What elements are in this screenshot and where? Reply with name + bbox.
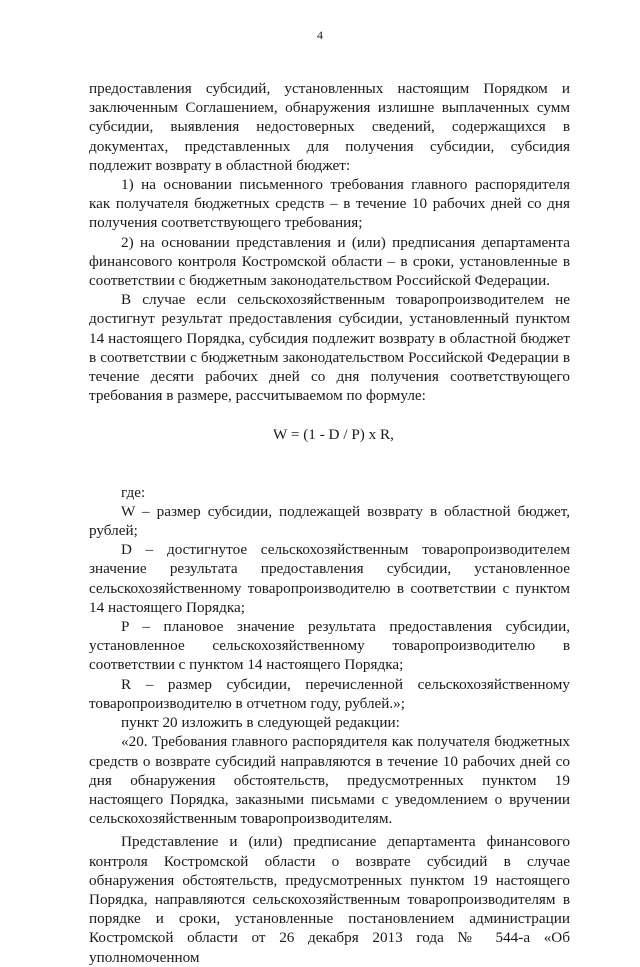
definition-d: D – достигнутое сельскохозяйственным товаропроизводителем значение результата предоставления субсидии, установленное сельскохозяйственному товаропроизводителю в соответствии с пунктом 14 настоящего Порядка; (89, 541, 570, 616)
paragraph-control-representation: Представление и (или) предписание департамента финансового контроля Костромской области о возврате субсидий в случае обнаружения обстоятельств, предусмотренных пунктом 19 настоящего Порядка, направляются сельскохозяйственным товаропроизводителям в порядке и сроки, установленные постановлением администрации Костромской области от 26 декабря 2013 года № 544-а «Об уполномоченном (89, 833, 570, 966)
page-number: 4 (317, 28, 323, 42)
paragraph-result-not-achieved: В случае если сельскохозяйственным товаропроизводителем не достигнут результат предоставления субсидии, установленный пунктом 14 настоящего Порядка, субсидия подлежит возврату в областной бюджет в соответствии с бюджетным законодательством Российской Федерации в течение десяти рабочих дней со дня получения соответствующего требования в размере, рассчитываемом по формуле: (89, 291, 570, 405)
paragraph-refund-conditions: предоставления субсидий, установленных настоящим Порядком и заключенным Соглашением, обнаружения излишне выплаченных сумм субсидии, выявления недостоверных сведений, содержащихся в документах, представленных для получения субсидии, субсидия подлежит возврату в областной бюджет: (89, 80, 570, 174)
definition-w: W – размер субсидии, подлежащей возврату в областной бюджет, рублей; (89, 502, 570, 540)
paragraph-item-2: 2) на основании представления и (или) предписания департамента финансового контроля Костромской области – в сроки, установленные в соответствии с бюджетным законодательством Российской Федерации. (89, 233, 570, 290)
definition-r: R – размер субсидии, перечисленной сельскохозяйственному товаропроизводителю в отчетном году, рублей.»; (89, 675, 570, 712)
refund-formula: W = (1 - D / P) x R, (273, 426, 394, 444)
document-body (89, 79, 570, 967)
paragraph-amend-point-20: пункт 20 изложить в следующей редакции: (121, 714, 400, 732)
paragraph-where: где: (121, 483, 146, 501)
paragraph-item-1: 1) на основании письменного требования главного распорядителя как получателя бюджетных средств – в течение 10 рабочих дней со дня получения соответствующего требования; (89, 176, 570, 232)
definition-p: P – плановое значение результата предоставления субсидии, установленное сельскохозяйственному товаропроизводителю в соответствии с пунктом 14 настоящего Порядка; (89, 618, 570, 674)
paragraph-point-20: «20. Требования главного распорядителя как получателя бюджетных средств о возврате субсидий направляются в течение 10 рабочих дней со дня обнаружения обстоятельств, предусмотренных пунктом 19 настоящего Порядка, заказными письмами с уведомлением о вручении сельскохозяйственным товаропроизводителям. (89, 733, 570, 828)
